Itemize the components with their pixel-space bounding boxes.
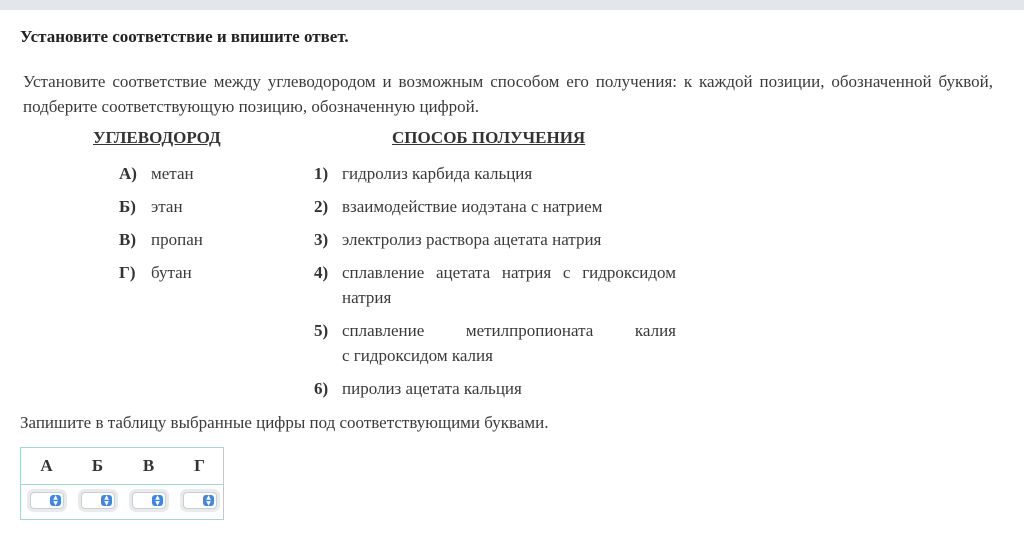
- task-intro: Установите соответствие между углеводородом и возможным способом его получения: к каждой позиции, обозначенной буквой, подберите соответствующую позицию, обозначенную цифрой.: [23, 72, 993, 116]
- chevron-up-down-icon: ▲ ▼: [203, 495, 214, 506]
- item-text: этан: [151, 197, 183, 216]
- item-text: электролиз раствора ацетата натрия: [342, 230, 602, 249]
- answer-header-a: А: [40, 456, 53, 475]
- item-key: 4): [314, 263, 329, 282]
- answer-header-g: Г: [194, 456, 205, 475]
- chevron-up-down-icon: ▲ ▼: [50, 495, 61, 506]
- item-text-line-1: сплавление ацетата натрия с гидроксидом: [342, 263, 676, 282]
- answer-select-v[interactable]: [132, 492, 166, 509]
- chevron-up-down-icon: ▲ ▼: [152, 495, 163, 506]
- item-text: метан: [151, 164, 194, 183]
- item-key: А): [119, 164, 137, 183]
- answer-header-b: Б: [91, 456, 104, 475]
- item-key: 6): [314, 379, 329, 398]
- item-key: 2): [314, 197, 329, 216]
- item-key: 1): [314, 164, 329, 183]
- answer-header-v: В: [142, 456, 155, 475]
- item-key: Б): [119, 197, 136, 216]
- item-key: Г): [119, 263, 136, 282]
- answer-select-b[interactable]: [81, 492, 115, 509]
- item-text: [342, 260, 676, 310]
- answer-select-a[interactable]: [30, 492, 64, 509]
- item-text: пропан: [151, 230, 203, 249]
- table-divider: [21, 484, 223, 485]
- item-text: взаимодействие иодэтана с натрием: [342, 197, 603, 216]
- item-text: гидролиз карбида кальция: [342, 164, 533, 183]
- item-key: В): [119, 230, 136, 249]
- answer-instruction: Запишите в таблицу выбранные цифры под соответствующими буквами.: [20, 413, 549, 432]
- right-column-title: СПОСОБ ПОЛУЧЕНИЯ: [392, 128, 586, 147]
- answer-select-g[interactable]: [183, 492, 217, 509]
- item-key: 5): [314, 321, 329, 340]
- item-key: 3): [314, 230, 329, 249]
- task-heading: Установите соответствие и впишите ответ.: [20, 27, 349, 46]
- answer-table: [20, 447, 224, 520]
- item-text: бутан: [151, 263, 192, 282]
- item-text-line-2: натрия: [342, 288, 392, 307]
- item-text: пиролиз ацетата кальция: [342, 379, 522, 398]
- item-text-line-1: сплавление метилпропионата калия: [342, 321, 676, 340]
- item-text: [342, 318, 676, 368]
- left-column-title: УГЛЕВОДОРОД: [93, 128, 221, 147]
- item-text-line-2: с гидроксидом калия: [342, 346, 493, 365]
- chevron-up-down-icon: ▲ ▼: [101, 495, 112, 506]
- top-bar: [0, 0, 1024, 10]
